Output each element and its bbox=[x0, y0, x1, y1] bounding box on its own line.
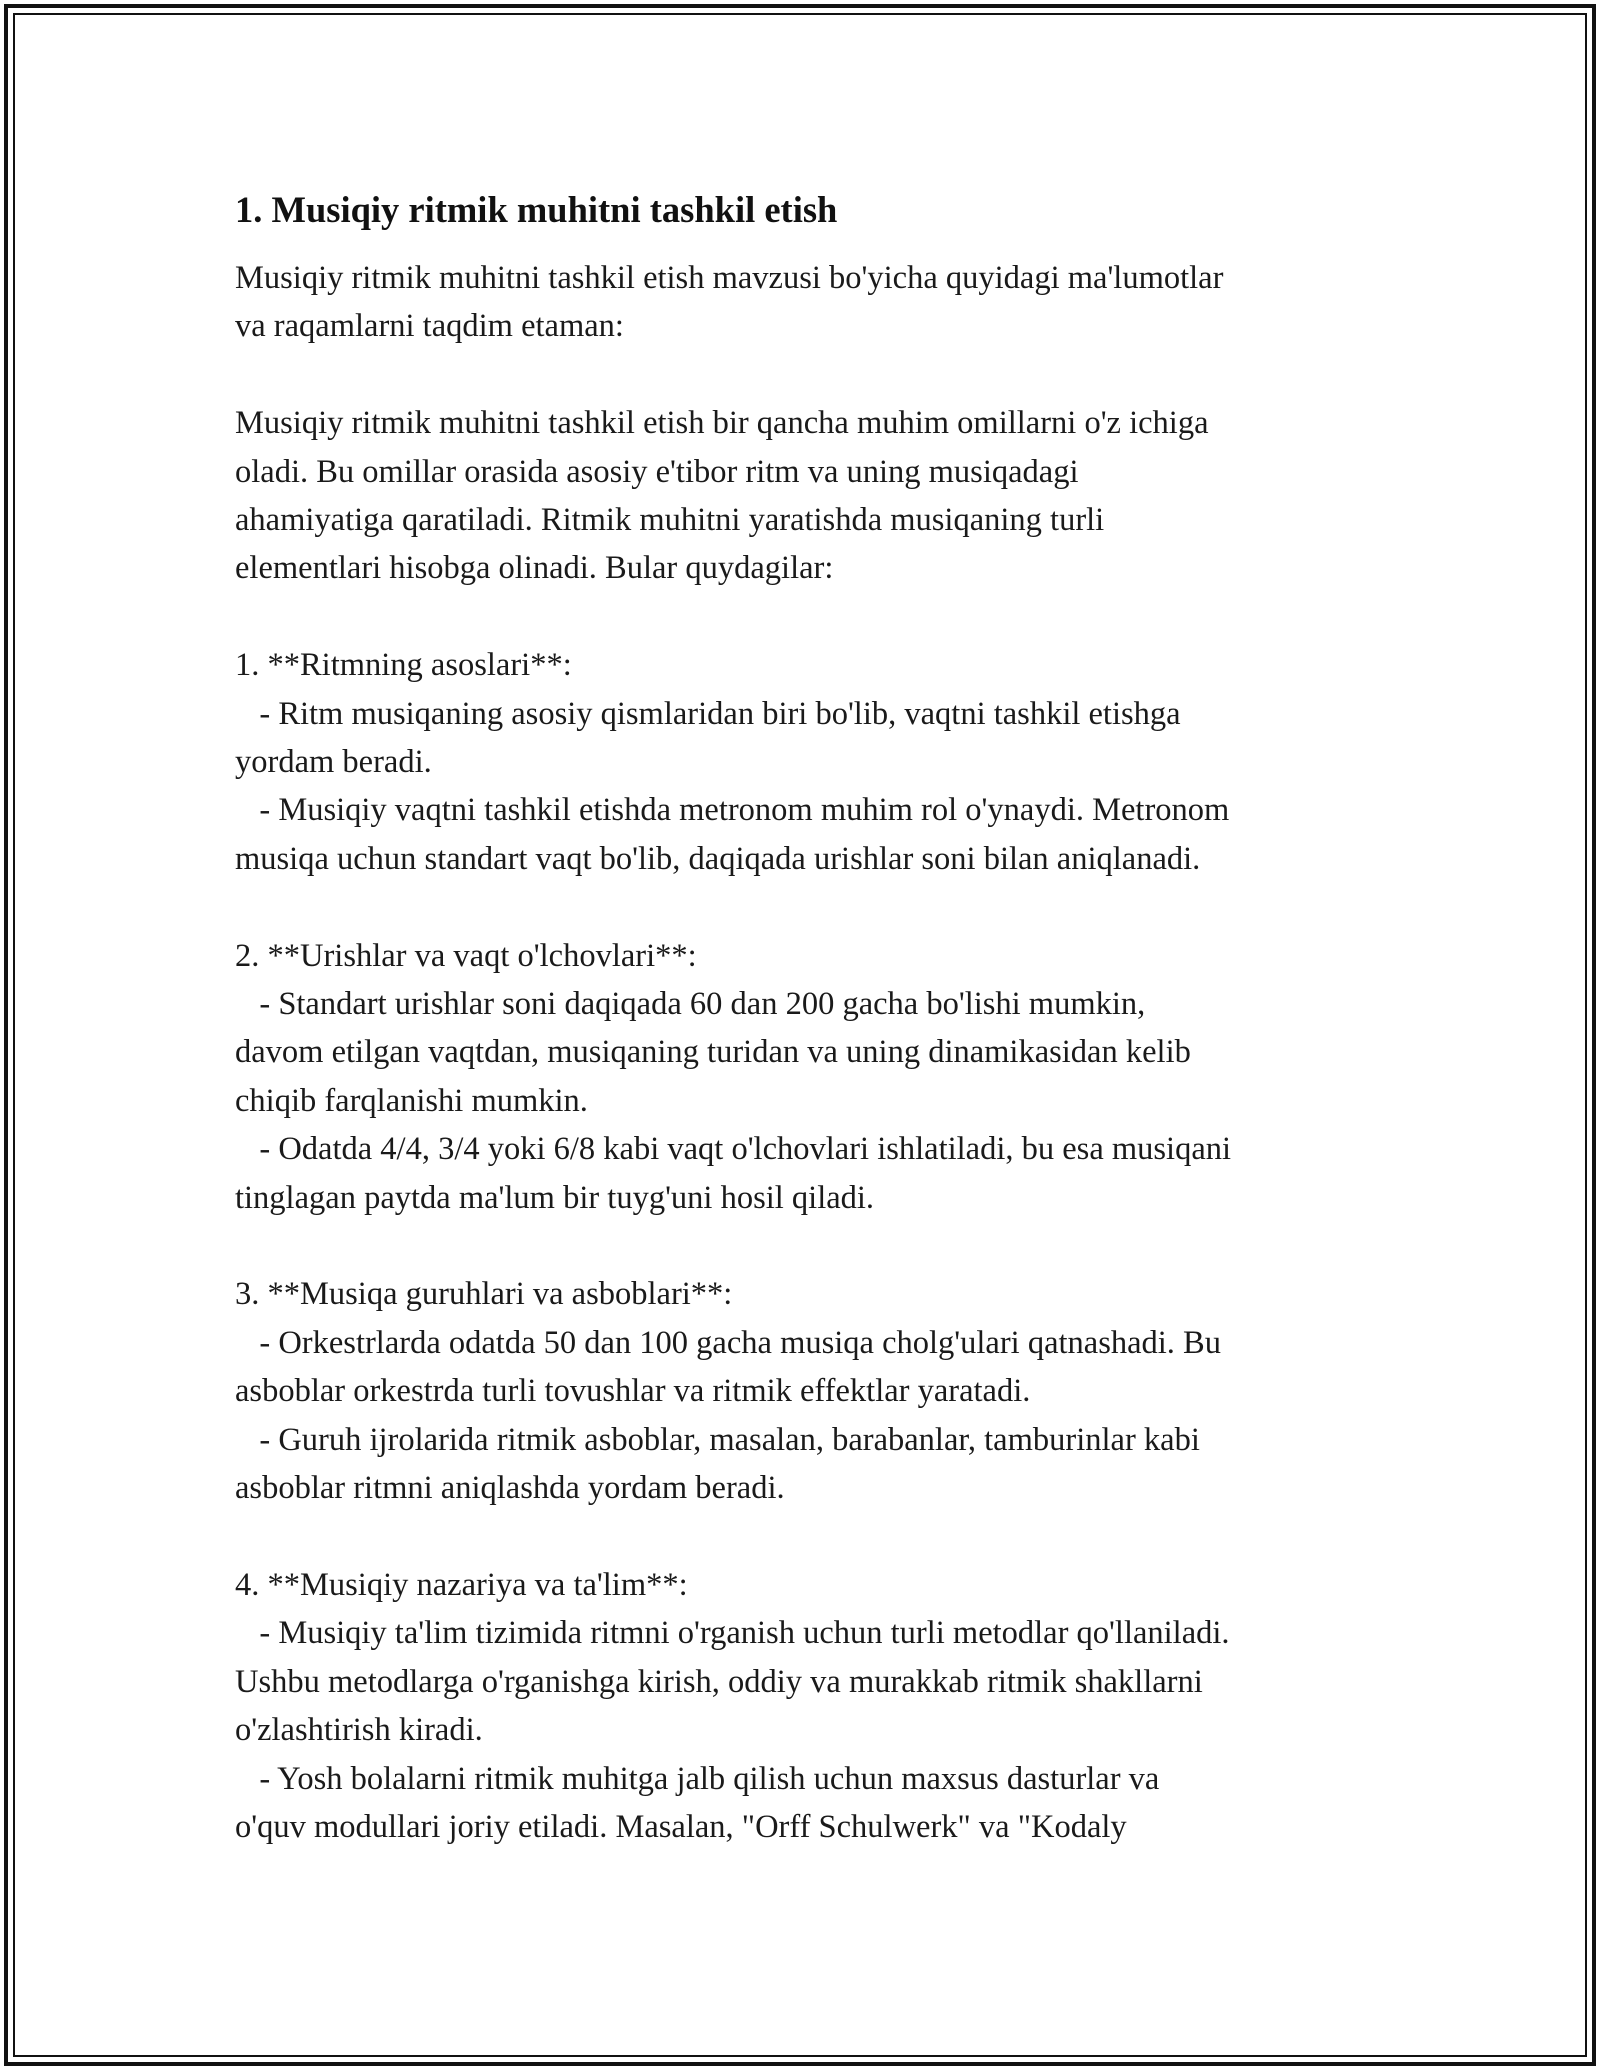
section-line: asboblar ritmni aniqlashda yordam beradi. bbox=[235, 1470, 785, 1507]
paragraph-gap bbox=[235, 1222, 1365, 1270]
section-line: - Orkestrlarda odatda 50 dan 100 gacha musiqa cholg'ulari qatnashadi. Bu bbox=[235, 1324, 1221, 1361]
section-line: o'zlashtirish kiradi. bbox=[235, 1712, 483, 1749]
section-line: davom etilgan vaqtdan, musiqaning turidan va uning dinamikasidan kelib bbox=[235, 1034, 1191, 1071]
section-title: 1. **Ritmning asoslari**: bbox=[235, 647, 572, 684]
intro-line: Musiqiy ritmik muhitni tashkil etish mavzusi bo'yicha quyidagi ma'lumotlar bbox=[235, 260, 1224, 296]
section-groups-and-instruments bbox=[235, 1270, 1365, 1512]
section-line: Ushbu metodlarga o'rganishga kirish, oddiy va murakkab ritmik shakllarni bbox=[235, 1663, 1203, 1700]
paragraph-gap bbox=[235, 1513, 1365, 1561]
section-beats-and-meters bbox=[235, 932, 1365, 1222]
section-line: - Guruh ijrolarida ritmik asboblar, masalan, barabanlar, tamburinlar kabi bbox=[235, 1421, 1200, 1458]
section-theory-and-education bbox=[235, 1561, 1365, 1851]
paragraph-gap bbox=[235, 593, 1365, 641]
section-line: - Musiqiy vaqtni tashkil etishda metronom muhim rol o'ynaydi. Metronom bbox=[235, 792, 1230, 829]
paragraph-gap bbox=[235, 351, 1365, 399]
section-line: tinglagan paytda ma'lum bir tuyg'uni hosil qiladi. bbox=[235, 1179, 875, 1216]
overview-line: Musiqiy ritmik muhitni tashkil etish bir qancha muhim omillarni o'z ichiga bbox=[235, 405, 1209, 442]
section-line: musiqa uchun standart vaqt bo'lib, daqiqada urishlar soni bilan aniqlanadi. bbox=[235, 840, 1201, 877]
document-heading: 1. Musiqiy ritmik muhitni tashkil etish bbox=[235, 189, 838, 230]
section-line: - Musiqiy ta'lim tizimida ritmni o'rganish uchun turli metodlar qo'llaniladi. bbox=[235, 1615, 1230, 1652]
section-line: chiqib farqlanishi mumkin. bbox=[235, 1082, 588, 1119]
section-title: 3. **Musiqa guruhlari va asboblari**: bbox=[235, 1276, 733, 1313]
document-page bbox=[235, 186, 1365, 1851]
section-rhythm-basics bbox=[235, 641, 1365, 883]
section-line: - Yosh bolalarni ritmik muhitga jalb qilish uchun maxsus dasturlar va bbox=[235, 1760, 1160, 1797]
section-line: - Ritm musiqaning asosiy qismlaridan biri bo'lib, vaqtni tashkil etishga bbox=[235, 695, 1181, 732]
section-line: - Odatda 4/4, 3/4 yoki 6/8 kabi vaqt o'lchovlari ishlatiladi, bu esa musiqani bbox=[235, 1131, 1232, 1168]
paragraph-gap bbox=[235, 883, 1365, 931]
overview-line: oladi. Bu omillar orasida asosiy e'tibor ritm va uning musiqadagi bbox=[235, 453, 1079, 490]
intro-paragraph bbox=[235, 254, 1365, 351]
section-line: - Standart urishlar soni daqiqada 60 dan 200 gacha bo'lishi mumkin, bbox=[235, 986, 1146, 1023]
overview-paragraph bbox=[235, 399, 1365, 593]
section-line: o'quv modullari joriy etiladi. Masalan, "Orff Schulwerk" va "Kodaly bbox=[235, 1808, 1127, 1845]
intro-line: va raqamlarni taqdim etaman: bbox=[235, 308, 624, 345]
section-line: asboblar orkestrda turli tovushlar va ritmik effektlar yaratadi. bbox=[235, 1373, 1031, 1410]
section-line: yordam beradi. bbox=[235, 744, 432, 781]
overview-line: ahamiyatiga qaratiladi. Ritmik muhitni yaratishda musiqaning turli bbox=[235, 502, 1105, 539]
overview-line: elementlari hisobga olinadi. Bular quydagilar: bbox=[235, 550, 834, 587]
section-title: 2. **Urishlar va vaqt o'lchovlari**: bbox=[235, 937, 697, 974]
section-title: 4. **Musiqiy nazariya va ta'lim**: bbox=[235, 1566, 688, 1603]
